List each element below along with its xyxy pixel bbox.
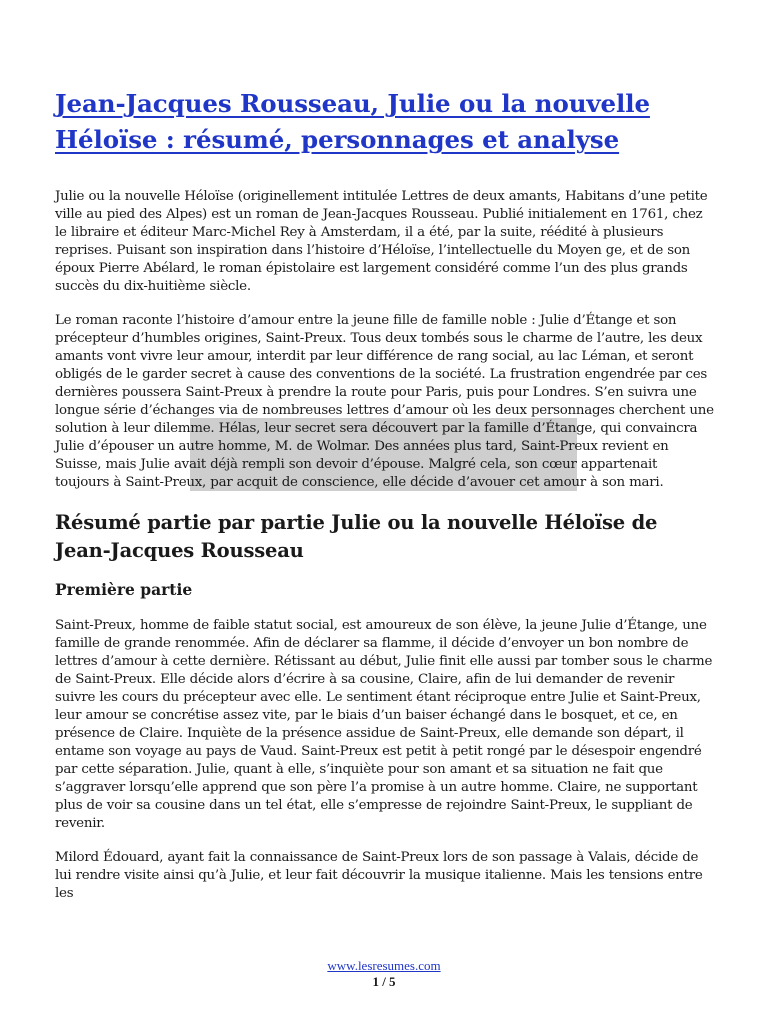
document-body: [55, 86, 715, 903]
plot-paragraph: Le roman raconte l’histoire d’amour entre la jeune fille de famille noble : Julie d’Étange et son précepteur d’humbles origines, Saint-Preux. Tous deux tombés sous le charme de l’autre, les deux amants vont vivre leur amour, interdit par leur différence de rang social, au lac Léman, et seront obligés de le garder secret à cause des conventions de la société. La frustration engendrée par ces dernières poussera Saint-Preux à prendre la route pour Paris, puis pour Londres. S’en suivra une longue série d’échanges via de nombreuses lettres d’amour où les deux personnages cherchent une solution à leur dilemme. Hélas, leur secret sera découvert par la famille d’Étange, qui convaincra Julie d’épouser un autre homme, M. de Wolmar. Des années plus tard, Saint-Preux revient en Suisse, mais Julie avait déjà rempli son devoir d’épouse. Malgré cela, son cœur appartenait toujours à Saint-Preux, par acquit de conscience, elle décide d’avouer cet amour à son mari.: [55, 313, 714, 490]
subsection-heading: Première partie: [55, 580, 193, 599]
intro-paragraph: Julie ou la nouvelle Héloïse (originellement intitulée Lettres de deux amants, Habitans d’une petite ville au pied des Alpes) est un roman de Jean-Jacques Rousseau. Publié initialement en 1761, chez le libraire et éditeur Marc-Michel Rey à Amsterdam, il a été, par la suite, réédité à plusieurs reprises. Puisant son inspiration dans l’histoire d’Héloïse, l’intellectuelle du Moyen ge, et de son époux Pierre Abélard, le roman épistolaire est largement considéré comme l’un des plus grands succès du dix-huitième siècle.: [55, 189, 708, 294]
page-footer: [0, 958, 768, 990]
part-one-paragraph-continued: Milord Édouard, ayant fait la connaissance de Saint-Preux lors de son passage à Valais, décide de lui rendre visite ainsi qu’à Julie, et leur fait découvrir la musique italienne. Mais les tensions entre les: [55, 850, 703, 901]
part-one-paragraph: Saint-Preux, homme de faible statut social, est amoureux de son élève, la jeune Julie d’Étange, une famille de grande renommée. Afin de déclarer sa flamme, il décide d’envoyer un bon nombre de lettres d’amour à cette dernière. Rétissant au début, Julie finit elle aussi par tomber sous le charme de Saint-Preux. Elle décide alors d’écrire à sa cousine, Claire, afin de lui demander de revenir suivre les cours du précepteur avec elle. Le sentiment étant réciproque entre Julie et Saint-Preux, leur amour se concrétise assez vite, par le biais d’un baiser échangé dans le bosquet, et ce, en présence de Claire. Inquiète de la présence assidue de Saint-Preux, elle demande son départ, il entame son voyage au pays de Vaud. Saint-Preux est petit à petit rongé par le désespoir engendré par cette séparation. Julie, quant à elle, s’inquiète pour son amant et sa situation ne fait que s’aggraver lorsqu’elle apprend que son père l’a promise à un autre homme. Claire, ne supportant plus de voir sa cousine dans un tel état, elle s’empresse de rejoindre Saint-Preux, le suppliant de revenir.: [55, 618, 713, 831]
document-title-link[interactable]: Jean-Jacques Rousseau, Julie ou la nouvelle Héloïse : résumé, personnages et analyse: [55, 89, 650, 154]
footer-site-link[interactable]: www.lesresumes.com: [327, 958, 441, 973]
page-indicator: 1 / 5: [372, 974, 396, 989]
section-heading: Résumé partie par partie Julie ou la nouvelle Héloïse de Jean-Jacques Rousseau: [55, 511, 658, 562]
